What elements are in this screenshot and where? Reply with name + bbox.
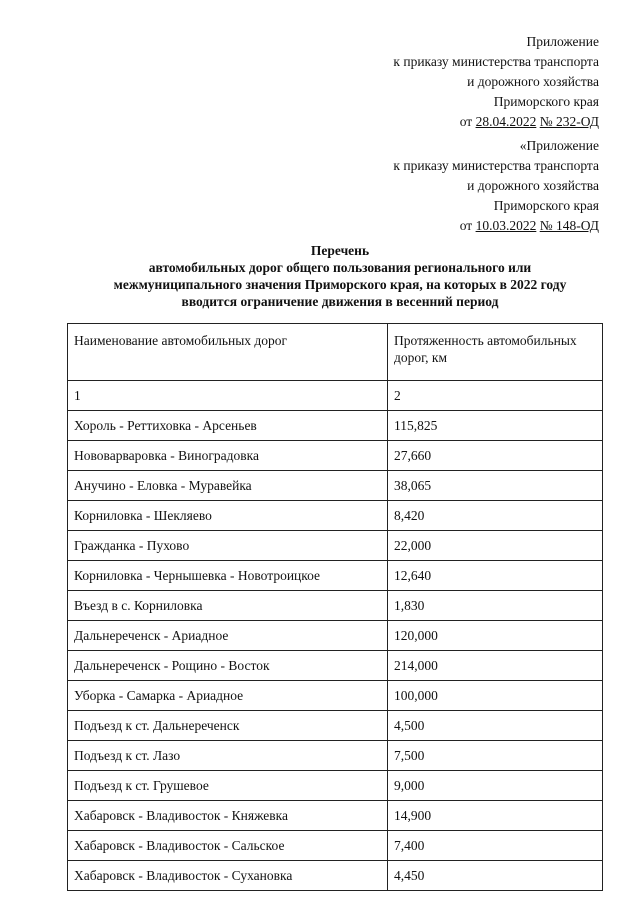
appendix-line: Приморского края xyxy=(493,198,599,213)
table-row xyxy=(68,741,603,771)
road-name-cell: Дальнереченск - Рощино - Восток xyxy=(68,651,388,681)
table-column-numbers-row xyxy=(68,381,603,411)
road-name-cell: Подъезд к ст. Дальнереченск xyxy=(68,711,388,741)
order-number: № 232-ОД xyxy=(539,114,599,129)
road-name-cell: Уборка - Самарка - Ариадное xyxy=(68,681,388,711)
appendix-line: Приложение xyxy=(526,34,599,49)
road-length-cell: 7,400 xyxy=(388,831,603,861)
road-name-cell: Подъезд к ст. Грушевое xyxy=(68,771,388,801)
table-row xyxy=(68,651,603,681)
road-length-cell: 115,825 xyxy=(388,411,603,441)
road-name-cell: Гражданка - Пухово xyxy=(68,531,388,561)
road-length-cell: 214,000 xyxy=(388,651,603,681)
road-name-cell: Дальнереченск - Ариадное xyxy=(68,621,388,651)
table-row xyxy=(68,561,603,591)
order-date: 28.04.2022 xyxy=(475,114,537,129)
date-prefix: от xyxy=(459,114,476,129)
road-name-cell: Хороль - Реттиховка - Арсеньев xyxy=(68,411,388,441)
appendix-date-line xyxy=(393,216,599,236)
appendix-date-line xyxy=(393,112,599,132)
document-title xyxy=(60,242,620,310)
order-number: № 148-ОД xyxy=(539,218,599,233)
road-length-cell: 100,000 xyxy=(388,681,603,711)
road-length-cell: 4,450 xyxy=(388,861,603,891)
table-row xyxy=(68,831,603,861)
road-name-cell: Корниловка - Шекляево xyxy=(68,501,388,531)
table-row xyxy=(68,501,603,531)
table-row xyxy=(68,471,603,501)
table-row xyxy=(68,711,603,741)
road-length-cell: 9,000 xyxy=(388,771,603,801)
road-length-cell: 8,420 xyxy=(388,501,603,531)
column-number: 2 xyxy=(388,381,603,411)
roads-table xyxy=(67,323,603,891)
header-road-name: Наименование автомобильных дорог xyxy=(68,324,388,381)
title-line: межмуниципального значения Приморского края, на которых в 2022 году xyxy=(113,277,567,292)
appendix-block-current xyxy=(393,32,599,132)
road-name-cell: Хабаровск - Владивосток - Княжевка xyxy=(68,801,388,831)
road-name-cell: Анучино - Еловка - Муравейка xyxy=(68,471,388,501)
header-road-length: Протяженность автомобильных дорог, км xyxy=(388,324,603,381)
table-row xyxy=(68,531,603,561)
title-line: Перечень xyxy=(310,243,370,258)
road-name-cell: Подъезд к ст. Лазо xyxy=(68,741,388,771)
table-header-row xyxy=(68,324,603,381)
road-length-cell: 27,660 xyxy=(388,441,603,471)
road-length-cell: 120,000 xyxy=(388,621,603,651)
column-number: 1 xyxy=(68,381,388,411)
road-name-cell: Хабаровск - Владивосток - Сальское xyxy=(68,831,388,861)
title-line: автомобильных дорог общего пользования регионального или xyxy=(148,260,532,275)
title-line: вводится ограничение движения в весенний период xyxy=(181,294,499,309)
road-length-cell: 38,065 xyxy=(388,471,603,501)
appendix-line: «Приложение xyxy=(519,138,599,153)
road-name-cell: Хабаровск - Владивосток - Сухановка xyxy=(68,861,388,891)
road-length-cell: 12,640 xyxy=(388,561,603,591)
road-length-cell: 7,500 xyxy=(388,741,603,771)
road-length-cell: 1,830 xyxy=(388,591,603,621)
order-date: 10.03.2022 xyxy=(475,218,537,233)
table-row xyxy=(68,861,603,891)
table-row xyxy=(68,681,603,711)
road-name-cell: Корниловка - Чернышевка - Новотроицкое xyxy=(68,561,388,591)
road-length-cell: 14,900 xyxy=(388,801,603,831)
appendix-line: к приказу министерства транспорта xyxy=(393,54,599,69)
table-row xyxy=(68,411,603,441)
road-length-cell: 4,500 xyxy=(388,711,603,741)
road-name-cell: Нововарваровка - Виноградовка xyxy=(68,441,388,471)
appendix-line: Приморского края xyxy=(493,94,599,109)
table-row xyxy=(68,771,603,801)
table-row xyxy=(68,621,603,651)
table-row xyxy=(68,591,603,621)
table-row xyxy=(68,801,603,831)
date-prefix: от xyxy=(459,218,476,233)
road-length-cell: 22,000 xyxy=(388,531,603,561)
appendix-line: и дорожного хозяйства xyxy=(467,74,599,89)
appendix-line: к приказу министерства транспорта xyxy=(393,158,599,173)
road-name-cell: Въезд в с. Корниловка xyxy=(68,591,388,621)
table-row xyxy=(68,441,603,471)
appendix-line: и дорожного хозяйства xyxy=(467,178,599,193)
appendix-block-original xyxy=(393,136,599,236)
